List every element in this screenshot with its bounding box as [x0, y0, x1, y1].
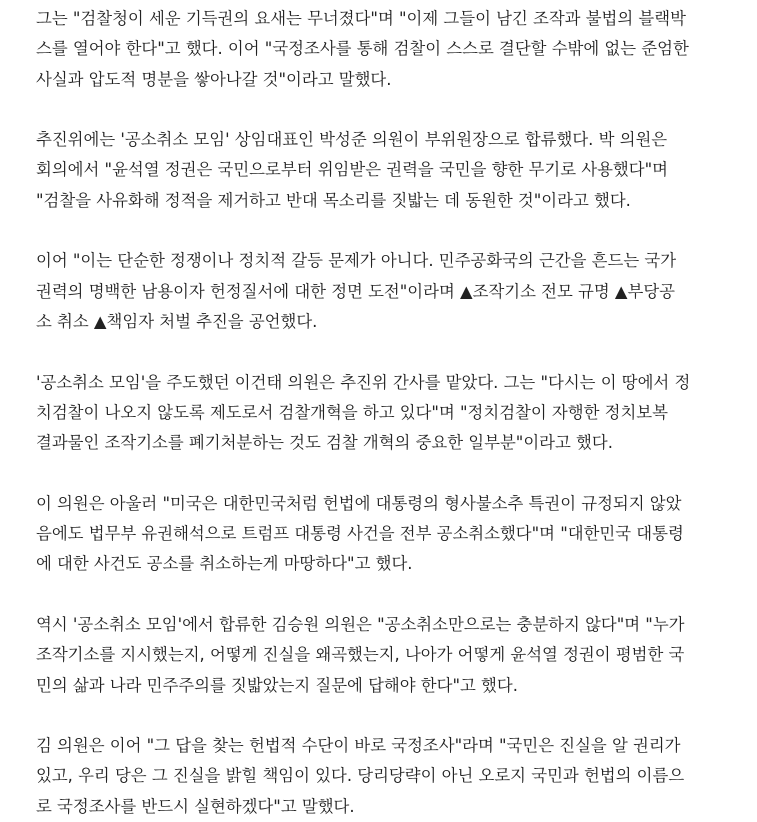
text-line: 소 취소 ▲책임자 처벌 추진을 공언했다. — [36, 311, 318, 331]
text-line: "검찰을 사유화해 정적을 제거하고 반대 목소리를 짓밟는 데 동원한 것"이라고 했다. — [36, 190, 631, 210]
text-line: 음에도 법무부 유권해석으로 트럼프 대통령 사건을 전부 공소취소했다"며 "대한민국 대통령 — [36, 524, 684, 544]
paragraph — [36, 246, 748, 337]
text-line: 권력의 명백한 남용이자 헌정질서에 대한 정면 도전"이라며 ▲조작기소 전모 규명 ▲부당공 — [36, 281, 676, 301]
text-line: 이 의원은 아울러 "미국은 대한민국처럼 헌법에 대통령의 형사불소추 특권이 규정되지 않았 — [36, 493, 682, 513]
text-line: 에 대한 사건도 공소를 취소하는게 마땅하다"고 했다. — [36, 554, 413, 574]
text-line: 치검찰이 나오지 않도록 제도로서 검찰개혁을 하고 있다"며 "정치검찰이 자행한 정치보복 — [36, 402, 668, 422]
text-line: 사실과 압도적 명분을 쌓아나갈 것"이라고 말했다. — [36, 69, 392, 89]
text-line: 조작기소를 지시했는지, 어떻게 진실을 왜곡했는지, 나아가 어떻게 윤석열 정권이 평범한 국 — [36, 645, 685, 665]
paragraph — [36, 368, 748, 459]
text-line: 역시 '공소취소 모임'에서 합류한 김승원 의원은 "공소취소만으로는 충분하지 않다"며 "누가 — [36, 614, 685, 634]
text-line: 결과물인 조작기소를 폐기처분하는 것도 검찰 개혁의 중요한 일부분"이라고 했다. — [36, 433, 613, 453]
text-line: 회의에서 "윤석열 정권은 국민으로부터 위임받은 권력을 국민을 향한 무기로 사용했다"며 — [36, 160, 668, 180]
text-line: 민의 삶과 나라 민주주의를 짓밟았는지 질문에 답해야 한다"고 했다. — [36, 675, 518, 695]
text-line: 추진위에는 '공소취소 모임' 상임대표인 박성준 의원이 부위원장으로 합류했다. 박 의원은 — [36, 130, 668, 150]
paragraph — [36, 489, 748, 580]
paragraph — [36, 4, 748, 95]
paragraph — [36, 125, 748, 216]
text-line: 로 국정조사를 반드시 실현하겠다"고 말했다. — [36, 796, 355, 816]
article-body — [36, 4, 748, 822]
paragraph — [36, 731, 748, 822]
text-line: '공소취소 모임'을 주도했던 이건태 의원은 추진위 간사를 맡았다. 그는 "다시는 이 땅에서 정 — [36, 372, 691, 392]
text-line: 그는 "검찰청이 세운 기득권의 요새는 무너졌다"며 "이제 그들이 남긴 조작과 불법의 블랙박 — [36, 9, 686, 28]
text-line: 이어 "이는 단순한 정쟁이나 정치적 갈등 문제가 아니다. 민주공화국의 근간을 흔드는 국가 — [36, 251, 677, 271]
text-line: 있고, 우리 당은 그 진실을 밝힐 책임이 있다. 당리당략이 아닌 오로지 국민과 헌법의 이름으 — [36, 766, 685, 786]
text-line: 스를 열어야 한다"고 했다. 이어 "국정조사를 통해 검찰이 스스로 결단할 수밖에 없는 준엄한 — [36, 39, 689, 59]
paragraph — [36, 610, 748, 701]
text-line: 김 의원은 이어 "그 답을 찾는 헌법적 수단이 바로 국정조사"라며 "국민은 진실을 알 권리가 — [36, 736, 681, 756]
